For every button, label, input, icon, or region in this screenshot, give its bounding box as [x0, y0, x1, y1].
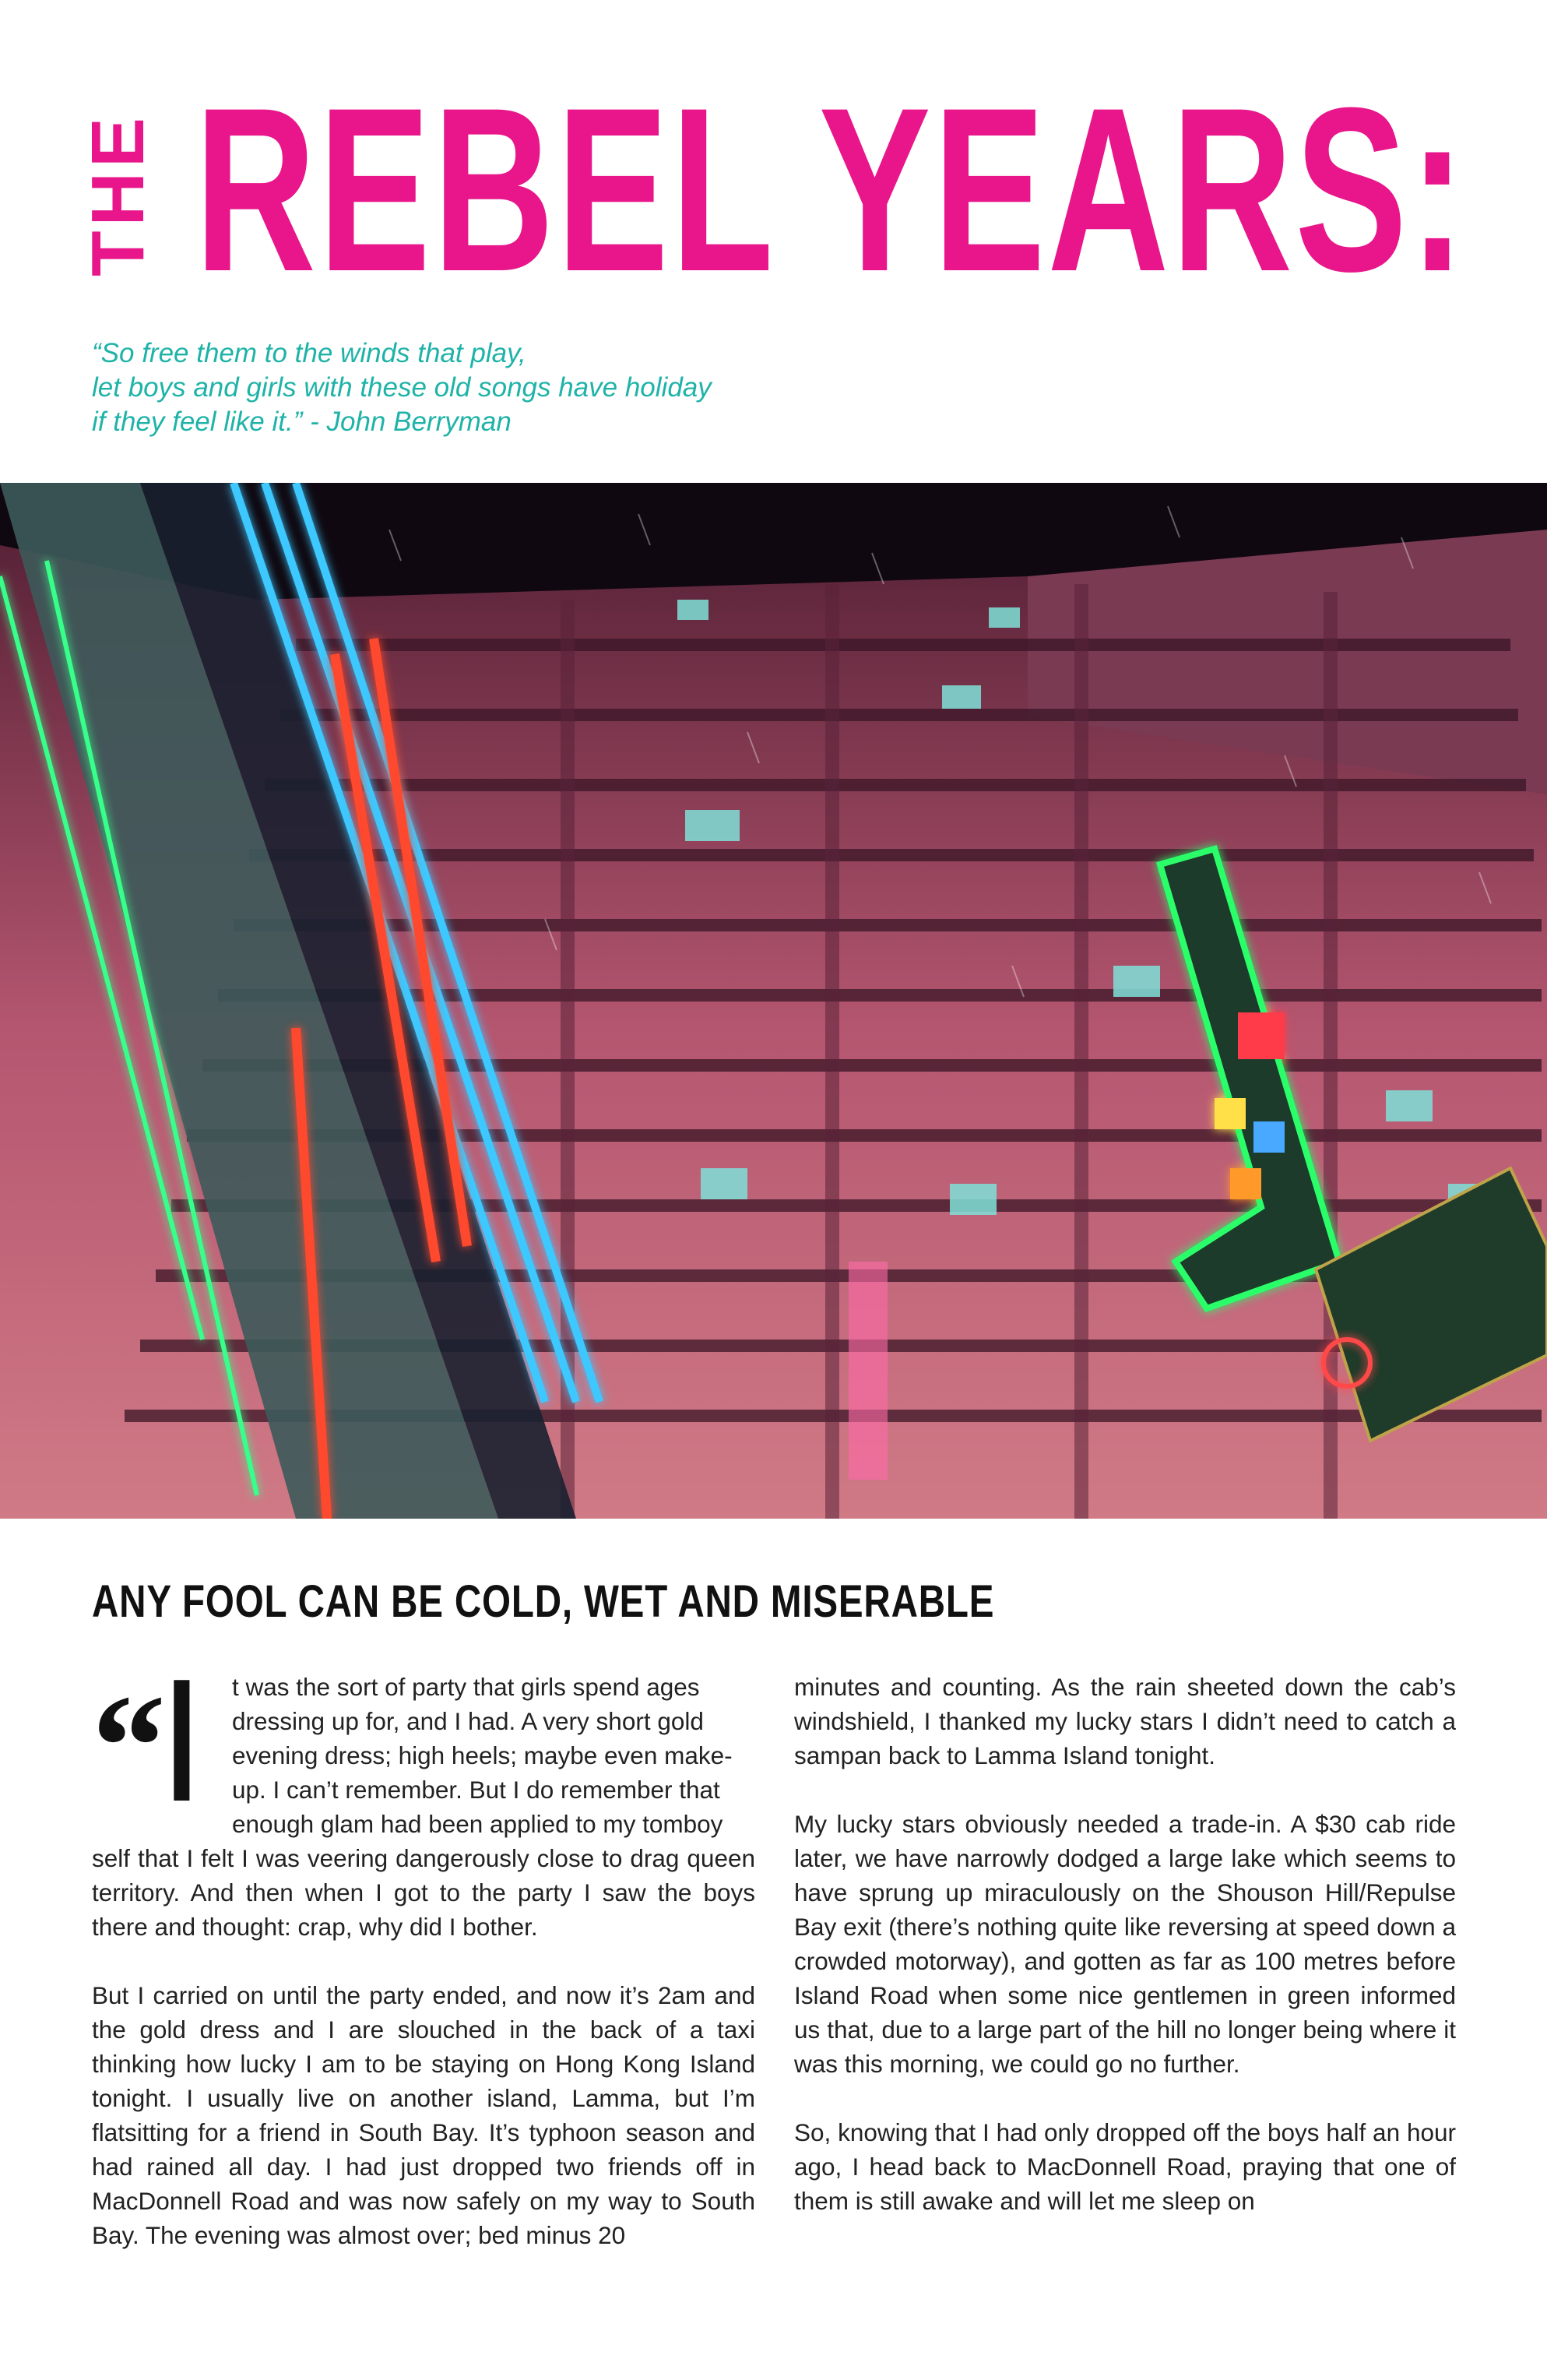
opening-quote-mark: “ — [92, 1665, 166, 1829]
text-line: enough glam had been applied to my tomboy — [232, 1810, 723, 1838]
drop-cap-block — [92, 1642, 755, 1841]
epigraph-quote — [92, 336, 870, 439]
paragraph: My lucky stars obviously needed a trade-in. A $30 cab ride later, we have narrowly dodged a large lake which seems to have sprung up miraculously on the Shouson Hill/Repulse Bay exit (there’s nothing quite like reversing at speed down a crowded motorway), and gotten as far as 100 metres before Island Road when some nice gentlemen in green informed us that, due to a large part of the hill no longer being where it was this morning, we could go no further. — [794, 1810, 1456, 2078]
text-line: evening dress; high heels; maybe even make- — [232, 1741, 733, 1769]
neon-building-illustration — [0, 483, 1547, 1519]
hero-photo — [0, 483, 1547, 1519]
paragraph: minutes and counting. As the rain sheeted down the cab’s windshield, I thanked my lucky stars I didn’t need to catch a sampan back to Lamma Island tonight. — [794, 1673, 1456, 1769]
text-line: dressing up for, and I had. A very short gold — [232, 1707, 704, 1735]
paragraph: But I carried on until the party ended, and now it’s 2am and the gold dress and I are slouched in the back of a taxi thinking how lucky I am to be staying on Hong Kong Island tonight. I usually live on another island, Lamma, but I’m flatsitting for a friend in South Bay. It’s typhoon season and had rained all day. I had just dropped two friends off in MacDonnell Road and was now safely on my way to South Bay. The evening was almost over; bed minus 20 — [92, 1981, 755, 2249]
epigraph-line: let boys and girls with these old songs have holiday — [92, 372, 712, 403]
epigraph-line: if they feel like it.” - John Berryman — [92, 407, 512, 437]
title-rebel-years: REBEL YEARS: — [195, 58, 1468, 320]
paragraph: self that I felt I was veering dangerously close to drag queen territory. And then when I got to the party I saw the boys there and thought: crap, why did I bother. — [92, 1844, 755, 1941]
article-column-left — [92, 1642, 755, 2287]
article-column-right — [794, 1670, 1456, 2252]
text-line: up. I can’t remember. But I do remember that — [232, 1776, 720, 1804]
text-line: t was the sort of party that girls spend ages — [232, 1673, 700, 1701]
title-block — [76, 58, 1487, 320]
epigraph-line: “So free them to the winds that play, — [92, 338, 526, 368]
title-the: THE — [76, 113, 160, 276]
drop-cap-letter: I — [167, 1642, 197, 1838]
article-subheading: ANY FOOL CAN BE COLD, WET AND MISERABLE — [92, 1576, 995, 1627]
paragraph: So, knowing that I had only dropped off the boys half an hour ago, I head back to MacDonnell Road, praying that one of them is still awake and will let me sleep on — [794, 2118, 1456, 2215]
